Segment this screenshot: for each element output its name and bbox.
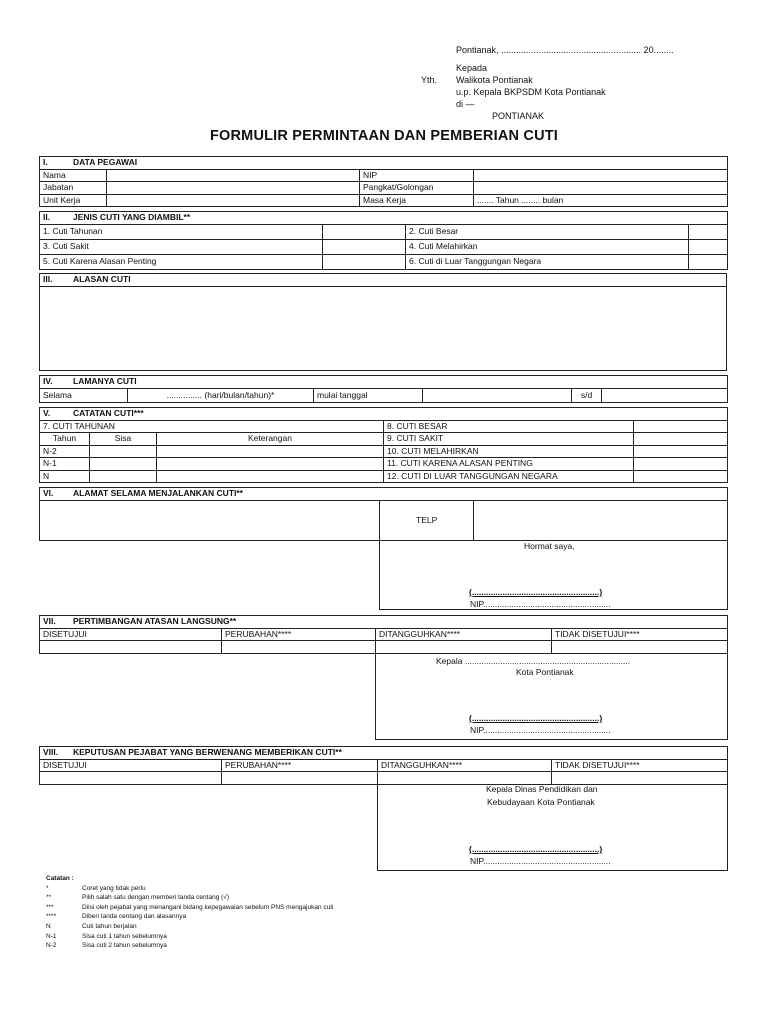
tidak-disetujui-header: TIDAK DISETUJUI**** [552,759,728,772]
jabatan-field[interactable] [107,182,360,195]
pemohon-nip[interactable]: NIP...................................................... [470,599,611,609]
tahun-header: Tahun [40,433,90,446]
keterangan-header: Keterangan [157,433,384,446]
cuti-melahirkan-label: 4. Cuti Melahirkan [406,239,689,254]
unit-kerja-field[interactable] [107,194,360,207]
atasan-signature[interactable]: (......................................................) [469,713,603,723]
section-jenis-cuti [39,211,728,270]
cuti-besar-check[interactable] [689,224,728,239]
tidak-disetujui-check[interactable] [552,772,728,785]
sisa-n1[interactable] [90,458,157,471]
recipient-city: PONTIANAK [492,111,545,121]
cuti-melahirkan-label: 10. CUTI MELAHIRKAN [384,445,634,458]
cuti-sakit-check[interactable] [323,239,406,254]
note-item: N-1 Sisa cuti 1 tahun sebelumnya [46,932,167,940]
keterangan-n1[interactable] [157,458,384,471]
hormat-saya: Hormat saya, [524,541,575,551]
cuti-luar-tanggungan-label: 6. Cuti di Luar Tanggungan Negara [406,254,689,269]
section-header: IV. LAMANYA CUTI [40,376,728,389]
alamat-field[interactable] [40,500,380,540]
ditangguhkan-header: DITANGGUHKAN**** [378,759,552,772]
blank-area [40,784,378,870]
sisa-header: Sisa [90,433,157,446]
note-item: * Coret yang tidak perlu [46,884,146,892]
cuti-sakit-label: 9. CUTI SAKIT [384,433,634,446]
yth-label: Yth. [421,75,438,85]
section-header: VI. ALAMAT SELAMA MENJALANKAN CUTI** [40,488,728,501]
cuti-alasan-penting-label: 11. CUTI KARENA ALASAN PENTING [384,458,634,471]
kepala-label[interactable]: Kepala ...................................................................... [436,656,631,666]
kota-label: Kota Pontianak [516,667,574,677]
tanggal-mulai-field[interactable] [423,388,572,402]
perubahan-header: PERUBAHAN**** [222,628,376,641]
jabatan-label: Jabatan [40,182,107,195]
ditangguhkan-check[interactable] [378,772,552,785]
disetujui-header: DISETUJUI [40,628,222,641]
cuti-melahirkan-check[interactable] [689,239,728,254]
kepada-label: Kepada [456,63,488,73]
alasan-cuti-field[interactable] [40,286,727,370]
cuti-melahirkan-value[interactable] [634,445,728,458]
tahun-n1: N-1 [40,458,90,471]
kadis-line1: Kepala Dinas Pendidikan dan [486,784,598,794]
place-date: Pontianak, ........................................................ 20........ [456,45,674,55]
disetujui-check[interactable] [40,641,222,654]
nip-label: NIP [360,169,474,182]
cuti-luar-tanggungan-check[interactable] [689,254,728,269]
sisa-n[interactable] [90,470,157,483]
section-lamanya-cuti [39,375,728,403]
durasi-field[interactable]: ............... (hari/bulan/tahun)* [128,388,314,402]
pejabat-nip[interactable]: NIP...................................................... [470,856,611,866]
section-header: I. DATA PEGAWAI [40,157,728,170]
cuti-alasan-penting-value[interactable] [634,458,728,471]
tidak-disetujui-check[interactable] [552,641,728,654]
unit-kerja-label: Unit Kerja [40,194,107,207]
section-header: V. CATATAN CUTI*** [40,408,728,421]
atasan-nip[interactable]: NIP...................................................... [470,725,611,735]
pejabat-signature[interactable]: (......................................................) [469,844,603,854]
cuti-luar-tanggungan-label: 12. CUTI DI LUAR TANGGUNGAN NEGARA [384,470,634,483]
sampai-label: s/d [572,388,602,402]
note-item: N-2 Sisa cuti 2 tahun sebelumnya [46,942,167,950]
masa-kerja-field[interactable]: ....... Tahun ........ bulan [474,194,728,207]
notes-heading: Catatan : [46,875,74,882]
nama-field[interactable] [107,169,360,182]
section-keputusan-pejabat [39,746,728,871]
kadis-line2: Kebudayaan Kota Pontianak [487,797,595,807]
nama-label: Nama [40,169,107,182]
blank-area [40,540,380,609]
cuti-besar-value[interactable] [634,420,728,433]
perubahan-check[interactable] [222,772,378,785]
catatan-notes [46,874,334,951]
section-header: III. ALASAN CUTI [40,274,727,287]
cuti-tahunan-check[interactable] [323,224,406,239]
ditangguhkan-header: DITANGGUHKAN**** [376,628,552,641]
pangkat-field[interactable] [474,182,728,195]
pangkat-label: Pangkat/Golongan [360,182,474,195]
cuti-besar-label: 2. Cuti Besar [406,224,689,239]
cuti-besar-label: 8. CUTI BESAR [384,420,634,433]
section-alamat-cuti [39,487,728,610]
keterangan-n[interactable] [157,470,384,483]
section-header: VII. PERTIMBANGAN ATASAN LANGSUNG** [40,616,728,629]
keterangan-n2[interactable] [157,445,384,458]
tidak-disetujui-header: TIDAK DISETUJUI**** [552,628,728,641]
note-item: N Cuti tahun berjalan [46,922,137,930]
blank-area [40,653,376,739]
telp-field[interactable] [474,500,728,540]
section-data-pegawai [39,156,728,207]
section-header: VIII. KEPUTUSAN PEJABAT YANG BERWENANG MEMBERIKAN CUTI** [40,747,728,760]
cuti-alasan-penting-check[interactable] [323,254,406,269]
nip-field[interactable] [474,169,728,182]
perubahan-check[interactable] [222,641,376,654]
disetujui-check[interactable] [40,772,222,785]
note-item: *** Diisi oleh pejabat yang menangani bidang kepegawaian sebelum PNS mengajukan cuti [46,903,334,911]
sisa-n2[interactable] [90,445,157,458]
telp-label: TELP [380,500,474,540]
tanggal-selesai-field[interactable] [602,388,728,402]
masa-kerja-label: Masa Kerja [360,194,474,207]
section-alasan-cuti [39,273,727,371]
ditangguhkan-check[interactable] [376,641,552,654]
recipient-di: di — [456,99,475,109]
tahun-n: N [40,470,90,483]
section-header: II. JENIS CUTI YANG DIAMBIL** [40,212,728,225]
cuti-sakit-value[interactable] [634,433,728,446]
cuti-tahunan-heading: 7. CUTI TAHUNAN [40,420,384,433]
recipient-walikota: Walikota Pontianak [456,75,533,85]
note-item: ** Pilih salah satu dengan memberi tanda centang (√) [46,894,230,902]
cuti-alasan-penting-label: 5. Cuti Karena Alasan Penting [40,254,323,269]
tahun-n2: N-2 [40,445,90,458]
selama-label: Selama [40,388,128,402]
pemohon-signature[interactable]: (......................................................) [469,587,603,597]
mulai-tanggal-label: mulai tanggal [314,388,423,402]
perubahan-header: PERUBAHAN**** [222,759,378,772]
section-pertimbangan-atasan [39,615,728,740]
note-item: **** Diberi tanda centang dan alasannya [46,913,187,921]
cuti-tahunan-label: 1. Cuti Tahunan [40,224,323,239]
cuti-luar-tanggungan-value[interactable] [634,470,728,483]
form-title: FORMULIR PERMINTAAN DAN PEMBERIAN CUTI [209,128,559,144]
cuti-sakit-label: 3. Cuti Sakit [40,239,323,254]
disetujui-header: DISETUJUI [40,759,222,772]
section-catatan-cuti [39,407,728,483]
recipient-up: u.p. Kepala BKPSDM Kota Pontianak [456,87,606,97]
